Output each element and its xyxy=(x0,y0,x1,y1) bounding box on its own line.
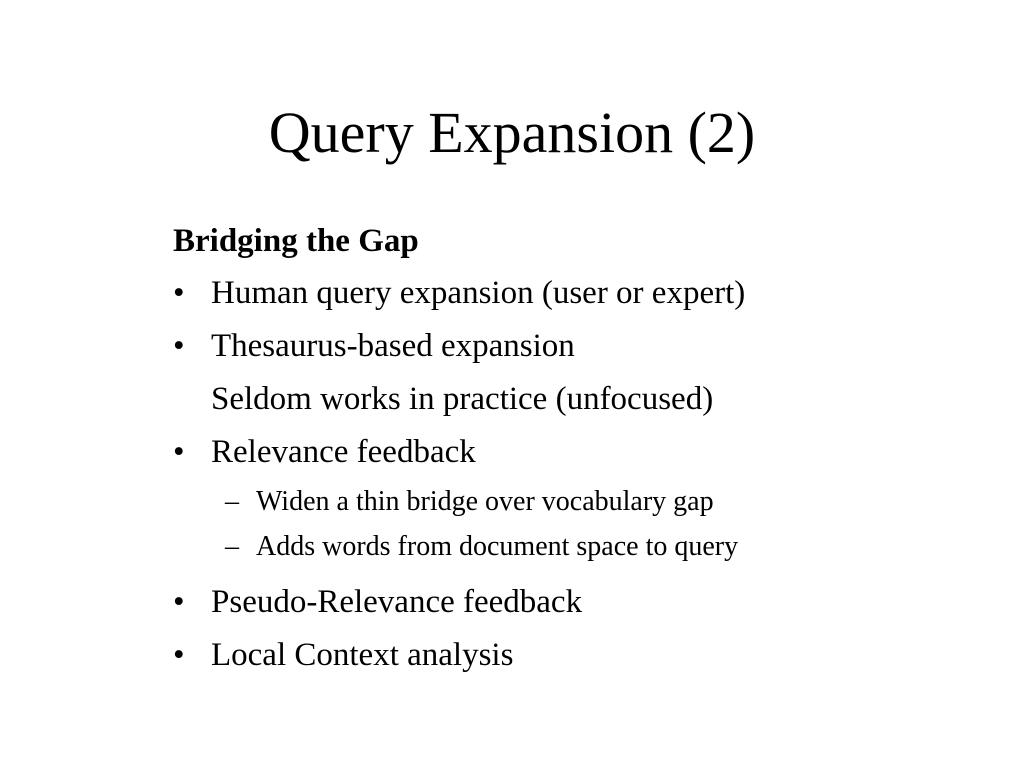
slide-body xyxy=(173,220,973,687)
bullet-icon: • xyxy=(173,434,185,470)
bullet-item-text: Relevance feedback xyxy=(211,434,476,470)
dash-icon: – xyxy=(225,486,239,517)
bullet-icon: • xyxy=(173,637,185,673)
bullet-item-text: Human query expansion (user or expert) xyxy=(211,275,746,311)
bullet-icon: • xyxy=(173,328,185,364)
sub-bullet-item-text: Adds words from document space to query xyxy=(256,531,739,562)
dash-icon: – xyxy=(225,531,239,562)
sub-bullet-item xyxy=(173,529,973,565)
section-heading: Bridging the Gap xyxy=(173,223,419,259)
bullet-item xyxy=(173,634,973,676)
bullet-item-text: Local Context analysis xyxy=(211,637,514,673)
bullet-item-text: Thesaurus-based expansion xyxy=(211,328,575,364)
bullet-icon: • xyxy=(173,275,185,311)
sub-bullet-item xyxy=(173,484,973,520)
bullet-icon: • xyxy=(173,584,185,620)
bullet-item xyxy=(173,431,973,473)
slide-title: Query Expansion (2) xyxy=(268,100,756,165)
bullet-continuation-text: Seldom works in practice (unfocused) xyxy=(211,381,714,417)
bullet-item xyxy=(173,325,973,367)
bullet-item xyxy=(173,581,973,623)
sub-bullet-item-text: Widen a thin bridge over vocabulary gap xyxy=(256,486,714,517)
bullet-item-text: Pseudo-Relevance feedback xyxy=(211,584,583,620)
bullet-item xyxy=(173,272,973,314)
